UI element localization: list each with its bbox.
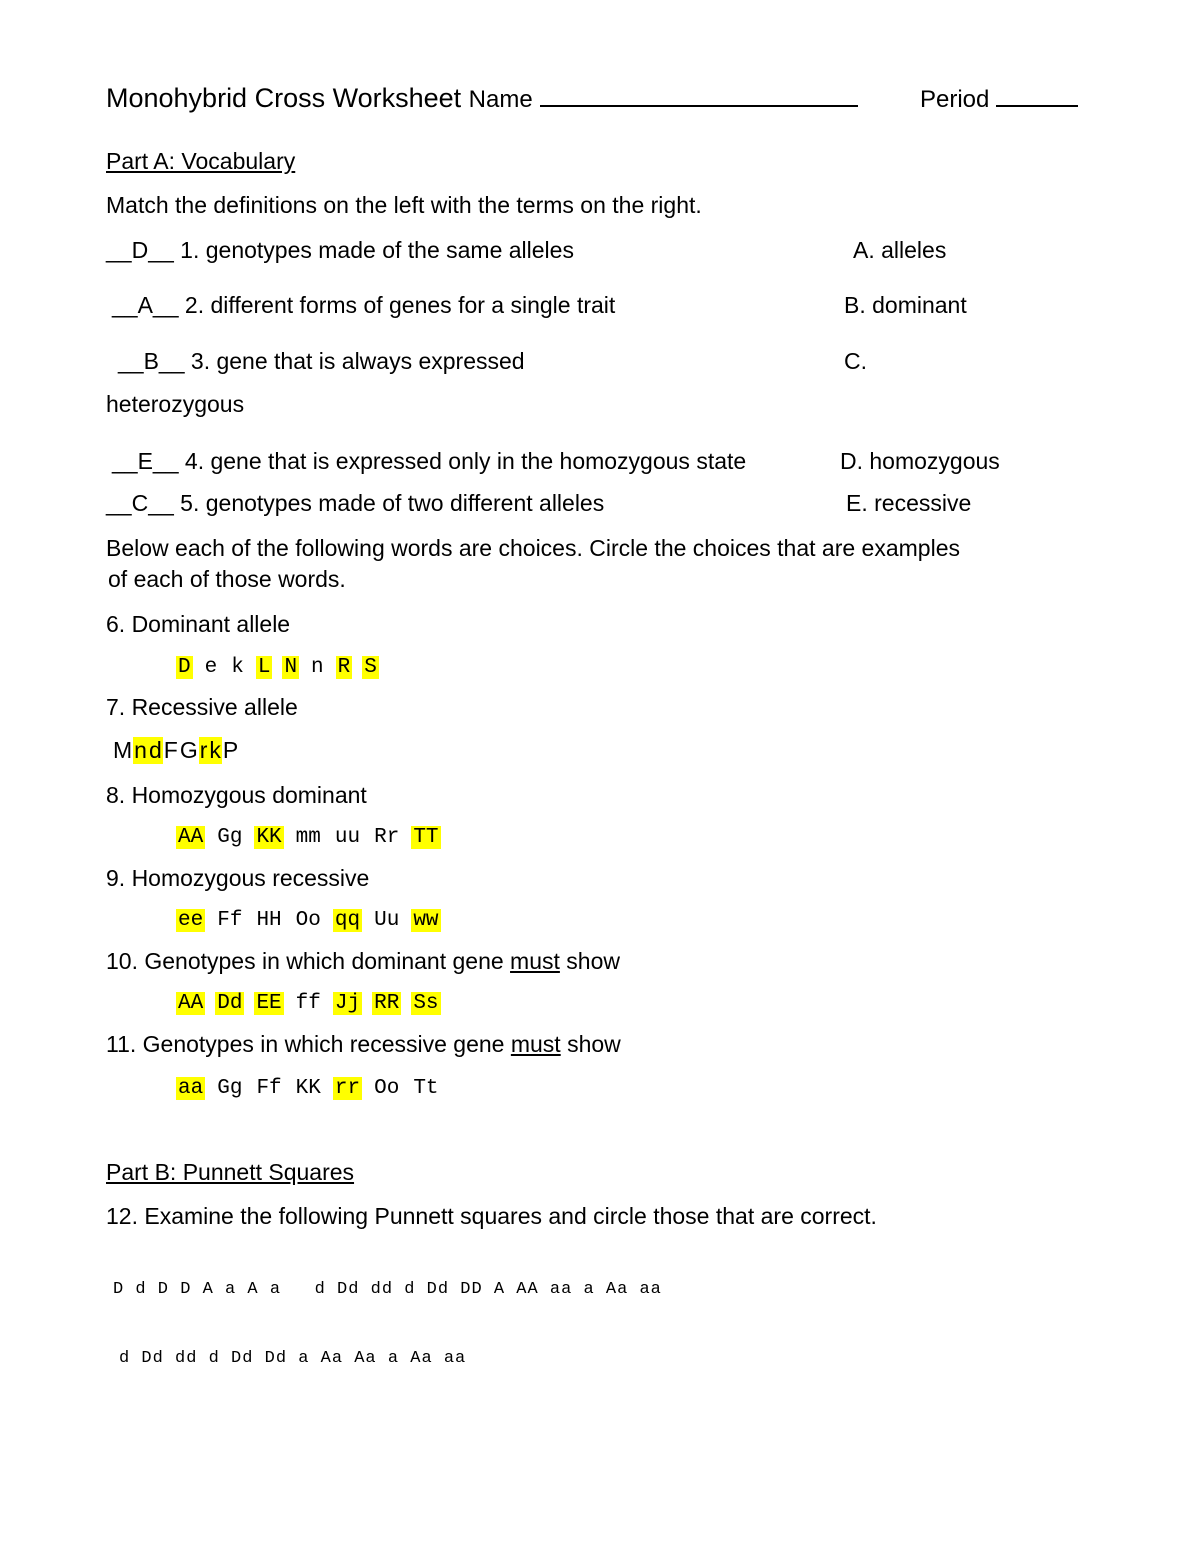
punnett-row-1: D d D D A a A a d Dd dd d Dd DD A AA aa a Aa aa — [113, 1280, 662, 1299]
match-item-3: __B__ 3. gene that is always expressed — [118, 348, 525, 374]
question-10-label — [106, 948, 620, 975]
choice-option[interactable]: Rr — [374, 826, 400, 849]
question-7-choices — [112, 737, 239, 764]
question-11-label-pre: 11. Genotypes in which recessive gene — [106, 1031, 511, 1057]
question-10-label-post: show — [559, 948, 620, 974]
choice-option[interactable]: S — [364, 656, 377, 679]
question-11-label-emphasis: must — [510, 1031, 561, 1057]
choice-option[interactable]: R — [337, 656, 351, 679]
choice-option[interactable]: KK — [256, 826, 282, 849]
match-item-4: __E__ 4. gene that is expressed only in the homozygous state — [112, 448, 747, 474]
choice-option[interactable]: F — [163, 737, 178, 763]
choice-option[interactable]: d — [148, 737, 162, 763]
choice-option[interactable]: ww — [413, 909, 439, 932]
period-field — [920, 86, 1078, 114]
part-b-question-12: 12. Examine the following Punnett squares and circle those that are correct. — [106, 1203, 877, 1229]
part-b-heading: Part B: Punnett Squares — [106, 1159, 355, 1185]
choice-option[interactable]: Ff — [217, 909, 243, 932]
choice-option[interactable]: e — [204, 656, 218, 679]
choice-option[interactable]: Tt — [413, 1077, 439, 1100]
choices-instruction-line1: Below each of the following words are choices. Circle the choices that are examples — [106, 535, 960, 561]
choice-option[interactable]: EE — [256, 992, 282, 1015]
choice-option[interactable]: P — [222, 737, 239, 763]
choice-option[interactable]: uu — [334, 826, 361, 849]
question-11-label — [106, 1031, 621, 1058]
choices-instruction-line2: of each of those words. — [108, 566, 346, 592]
question-8-choices — [176, 826, 451, 849]
choice-option[interactable]: Jj — [334, 992, 361, 1015]
choice-option[interactable]: ff — [295, 992, 321, 1015]
choice-option[interactable]: qq — [334, 909, 361, 932]
question-6-label: 6. Dominant allele — [106, 611, 291, 637]
question-8-label: 8. Homozygous dominant — [106, 782, 367, 808]
part-a-heading: Part A: Vocabulary — [106, 148, 296, 174]
choice-option[interactable]: Oo — [295, 909, 321, 932]
question-9-choices — [176, 909, 451, 932]
match-item-2: __A__ 2. different forms of genes for a single trait — [112, 292, 616, 318]
match-term-c: C. — [844, 348, 867, 374]
punnett-row-2: d Dd dd d Dd Dd a Aa Aa a Aa aa — [119, 1349, 467, 1368]
question-10-choices — [176, 992, 451, 1015]
choice-option[interactable]: n — [134, 737, 147, 763]
choice-option[interactable]: M — [113, 737, 133, 763]
question-6-choices — [176, 656, 389, 679]
match-term-b: B. dominant — [844, 292, 967, 318]
choice-option[interactable]: k — [231, 656, 244, 679]
choice-option[interactable]: ee — [178, 909, 204, 932]
match-term-c-wrap: heterozygous — [106, 391, 245, 417]
choice-option[interactable]: D — [178, 656, 191, 679]
match-term-a: A. alleles — [853, 237, 947, 263]
question-7-label: 7. Recessive allele — [106, 694, 298, 720]
match-item-1: __D__ 1. genotypes made of the same alleles — [106, 237, 574, 263]
choice-option[interactable]: N — [284, 656, 298, 679]
choice-option[interactable]: L — [257, 656, 271, 679]
choice-option[interactable]: r — [199, 737, 208, 763]
name-blank[interactable] — [540, 87, 858, 107]
choice-option[interactable]: aa — [178, 1077, 204, 1100]
period-label: Period — [920, 86, 990, 113]
choice-option[interactable]: Ss — [413, 992, 439, 1015]
choice-option[interactable]: Gg — [217, 1077, 243, 1100]
name-label: Name — [468, 86, 533, 113]
question-10-label-pre: 10. Genotypes in which dominant gene — [106, 948, 511, 974]
question-10-label-emphasis: must — [510, 948, 560, 974]
choice-option[interactable]: AA — [178, 826, 204, 849]
choice-option[interactable]: TT — [413, 826, 439, 849]
question-11-label-post: show — [560, 1031, 621, 1057]
choice-option[interactable]: Dd — [217, 992, 243, 1015]
choice-option[interactable]: mm — [295, 826, 321, 849]
choice-option[interactable]: KK — [295, 1077, 321, 1100]
choice-option[interactable]: Oo — [374, 1077, 400, 1100]
choice-option[interactable]: Ff — [256, 1077, 282, 1100]
choice-option[interactable]: RR — [374, 992, 400, 1015]
worksheet-title: Monohybrid Cross Worksheet Name — [106, 83, 858, 114]
question-9-label: 9. Homozygous recessive — [106, 865, 370, 891]
choice-option[interactable]: AA — [178, 992, 204, 1015]
choice-option[interactable]: rr — [334, 1077, 361, 1100]
match-term-e: E. recessive — [846, 490, 972, 516]
period-blank[interactable] — [996, 87, 1078, 107]
match-term-d: D. homozygous — [840, 448, 1000, 474]
choice-option[interactable]: k — [209, 737, 221, 763]
choice-option[interactable]: G — [179, 737, 198, 763]
match-item-5: __C__ 5. genotypes made of two different alleles — [106, 490, 605, 516]
choice-option[interactable]: Uu — [374, 909, 400, 932]
choice-option[interactable]: Gg — [217, 826, 243, 849]
part-a-instruction: Match the definitions on the left with the terms on the right. — [106, 192, 702, 218]
choice-option[interactable]: n — [311, 656, 324, 679]
choice-option[interactable]: HH — [256, 909, 282, 932]
question-11-choices — [176, 1077, 451, 1100]
